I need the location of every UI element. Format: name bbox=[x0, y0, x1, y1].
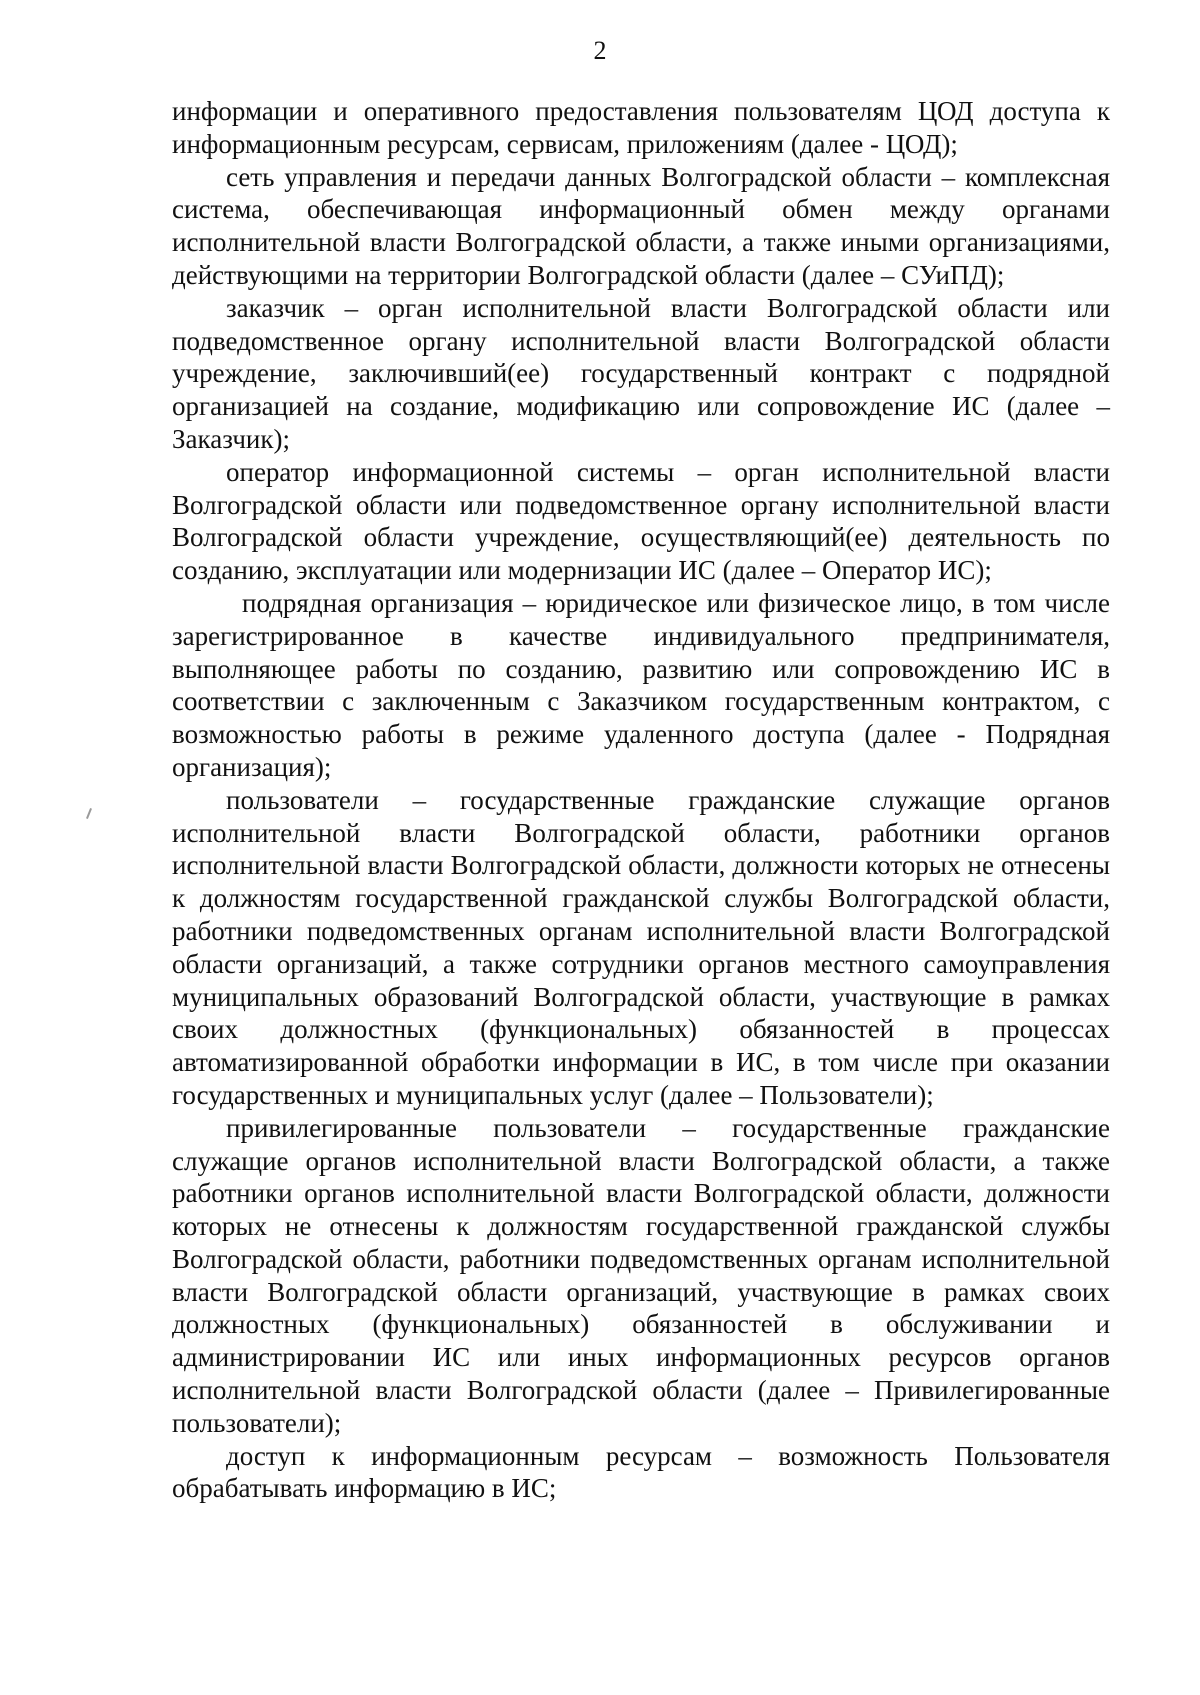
paragraph-definition-contractor: подрядная организация – юридическое или физическое лицо, в том числе зарегистрированное в качестве индивидуального предпринимателя, выполняющее работы по созданию, развитию или сопровождению ИС в соответствии с заключенным с Заказчиком государственным контрактом, с возможностью работы в режиме удаленного доступа (далее - Подрядная организация); bbox=[172, 587, 1110, 782]
paragraph-definition-privileged-users: привилегированные пользователи – государственные гражданские служащие органов исполнительной власти Волгоградской области, а также работники органов исполнительной власти Волгоградской области, должности которых не отнесены к должностям государственной гражданской службы Волгоградской области, работники подведомственных органам исполнительной власти Волгоградской области организаций, участвующие в рамках своих должностных (функциональных) обязанностей в обслуживании и администрировании ИС или иных информационных ресурсов органов исполнительной власти Волгоградской области (далее – Привилегированные пользователи); bbox=[172, 1112, 1110, 1438]
paragraph-cod-continuation: информации и оперативного предоставления пользователям ЦОД доступа к информационным ресурсам, сервисам, приложениям (далее - ЦОД); bbox=[172, 96, 1110, 159]
paragraph-definition-access: доступ к информационным ресурсам – возможность Пользователя обрабатывать информацию в ИС; bbox=[172, 1440, 1110, 1504]
paragraph-definition-operator: оператор информационной системы – орган исполнительной власти Волгоградской области или подведомственное органу исполнительной власти Волгоградской области учреждение, осуществляющий(ее) деятельность по созданию, эксплуатации или модернизации ИС (далее – Оператор ИС); bbox=[172, 456, 1110, 586]
margin-pen-mark bbox=[86, 808, 92, 819]
page-number: 2 bbox=[593, 36, 607, 65]
document-body bbox=[172, 95, 1110, 1505]
paragraph-definition-customer: заказчик – орган исполнительной власти Волгоградской области или подведомственное органу исполнительной власти Волгоградской области учреждение, заключивший(ее) государственный контракт с подрядной организацией на создание, модификацию или сопровождение ИС (далее – Заказчик); bbox=[172, 292, 1110, 454]
paragraph-definition-suipd: сеть управления и передачи данных Волгоградской области – комплексная система, обеспечивающая информационный обмен между органами исполнительной власти Волгоградской области, а также иными организациями, действующими на территории Волгоградской области (далее – СУиПД); bbox=[172, 161, 1110, 290]
paragraph-definition-users: пользователи – государственные гражданские служащие органов исполнительной власти Волгоградской области, работники органов исполнительной власти Волгоградской области, должности которых не отнесены к должностям государственной гражданской службы Волгоградской области, работники подведомственных органам исполнительной власти Волгоградской области организаций, а также сотрудники органов местного самоуправления муниципальных образований Волгоградской области, участвующие в рамках своих должностных (функциональных) обязанностей в процессах автоматизированной обработки информации в ИС, в том числе при оказании государственных и муниципальных услуг (далее – Пользователи); bbox=[172, 784, 1110, 1110]
